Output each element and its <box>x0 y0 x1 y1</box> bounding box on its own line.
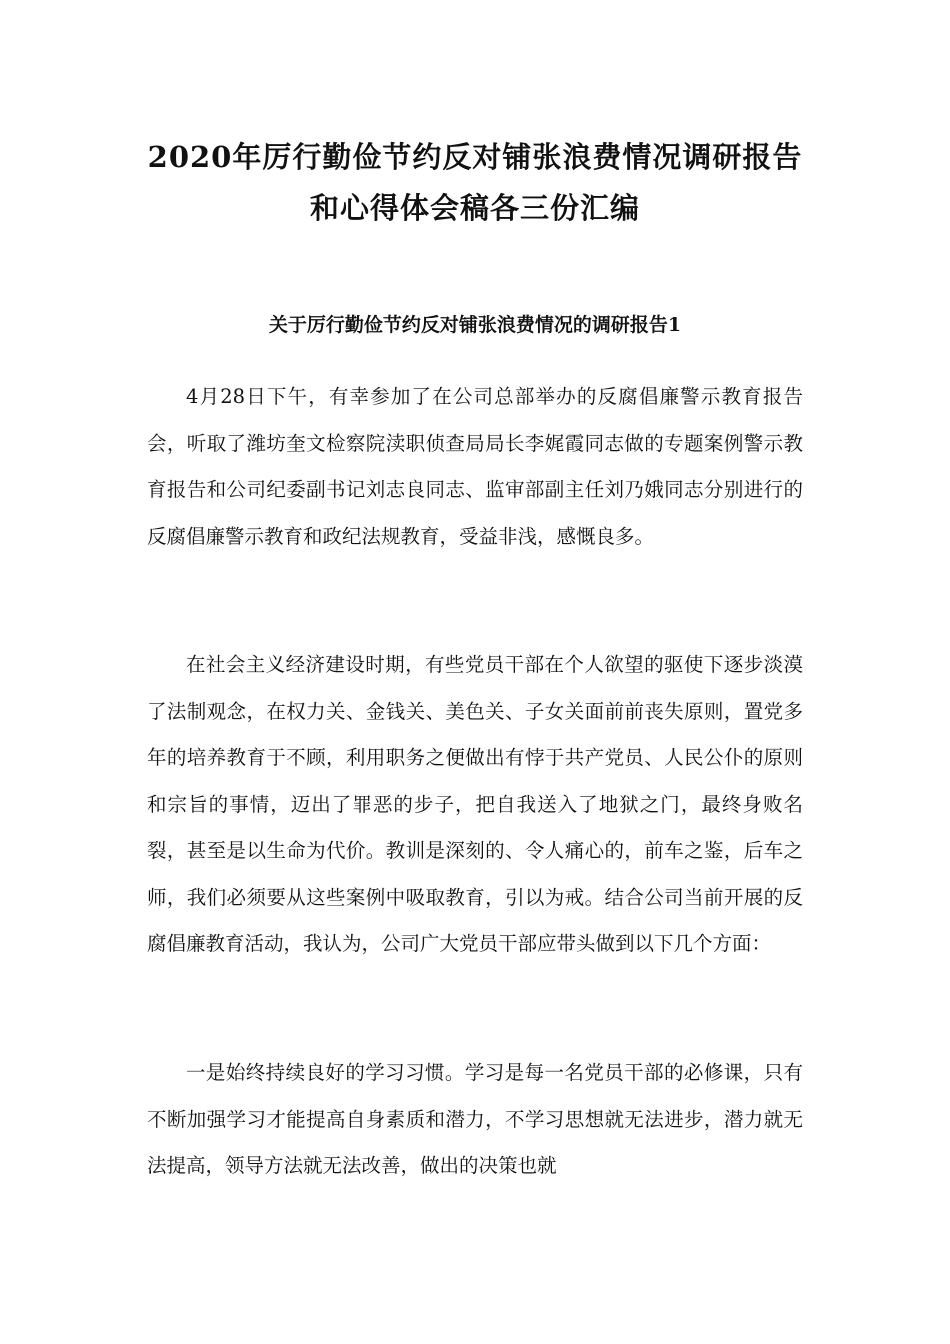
paragraph-3: 一是始终持续良好的学习习惯。学习是每一名党员干部的必修课，只有不断加强学习才能提高自身素质和潜力，不学习思想就无法进步，潜力就无法提高，领导方法就无法改善，做出的决策也就 <box>147 1061 803 1177</box>
document-title <box>80 132 870 234</box>
document-title-line-2: 和心得体会稿各三份汇编 <box>309 191 640 225</box>
paragraph-2: 在社会主义经济建设时期，有些党员干部在个人欲望的驱使下逐步淡漠了法制观念，在权力关、金钱关、美色关、子女关面前前丧失原则，置党多年的培养教育于不顾，利用职务之便做出有悖于共产党员、人民公仆的原则和宗旨的事情，迈出了罪恶的步子，把自我送入了地狱之门，最终身败名裂，甚至是以生命为代价。教训是深刻的、令人痛心的，前车之鉴，后车之师，我们必须要从这些案例中吸取教育，引以为戒。结合公司当前开展的反腐倡廉教育活动，我认为，公司广大党员干部应带头做到以下几个方面： <box>147 653 803 955</box>
paragraph-1: 4月28日下午，有幸参加了在公司总部举办的反腐倡廉警示教育报告会，听取了潍坊奎文检察院渎职侦查局局长李娓霞同志做的专题案例警示教育报告和公司纪委副书记刘志良同志、监审部副主任刘乃娥同志分别进行的反腐倡廉警示教育和政纪法规教育，受益非浅，感慨良多。 <box>147 385 803 548</box>
section-heading: 关于厉行勤俭节约反对铺张浪费情况的调研报告1 <box>268 314 682 336</box>
document-title-line-1: 2020年厉行勤俭节约反对铺张浪费情况调研报告 <box>147 140 803 174</box>
